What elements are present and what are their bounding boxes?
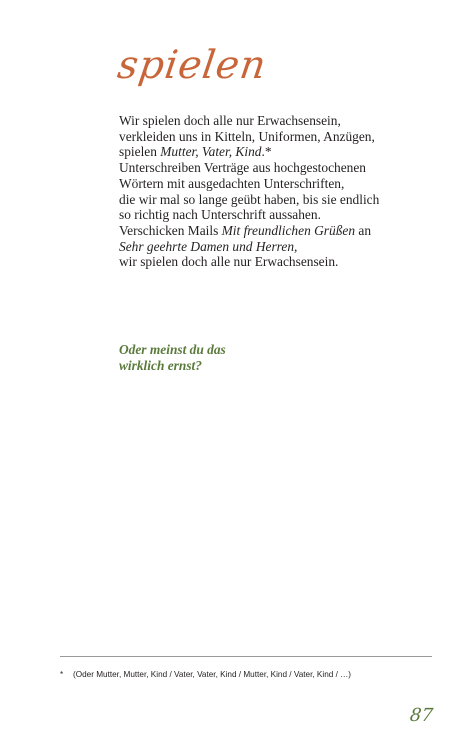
poem-line-text: Verschicken Mails	[119, 222, 222, 238]
poem-line-text: .*	[261, 144, 272, 160]
poem-line-emphasis: Mit freundlichen Grüßen	[221, 222, 356, 238]
footnote-divider	[60, 656, 432, 657]
poem-body	[119, 113, 419, 270]
page-number: 87	[408, 705, 435, 726]
poem-line-text: spielen	[119, 144, 161, 160]
poem-line-emphasis: Mutter, Vater, Kind	[160, 144, 262, 160]
poem-line-text: an	[355, 222, 372, 238]
footnote-text: (Oder Mutter, Mutter, Kind / Vater, Vater, Kind / Mutter, Kind / Vater, Kind / …)	[73, 670, 352, 679]
poem-line: Unterschreiben Verträge aus hochgestochenen	[119, 160, 367, 176]
poem-line	[119, 239, 419, 255]
poem-line: Wörtern mit ausgedachten Unterschriften,	[119, 175, 345, 191]
poem-line	[119, 144, 419, 160]
poem-title: spielen	[114, 43, 270, 88]
question-line: wirklich ernst?	[119, 357, 202, 373]
footnote	[60, 670, 351, 680]
poem-line: so richtig nach Unterschrift aussahen.	[119, 207, 321, 223]
poem-line: wir spielen doch alle nur Erwachsensein.	[119, 254, 339, 270]
footnote-marker: *	[60, 670, 64, 679]
question-line: Oder meinst du das	[119, 342, 226, 357]
poem-line: Wir spielen doch alle nur Erwachsensein,	[119, 113, 341, 128]
poem-line: verkleiden uns in Kitteln, Uniformen, Anzügen,	[119, 128, 375, 144]
poem-line: die wir mal so lange geübt haben, bis sie endlich	[119, 191, 380, 207]
poem-line-emphasis: Sehr geehrte Damen und Herren,	[119, 238, 298, 254]
poem-line	[119, 223, 419, 239]
closing-question	[119, 342, 226, 373]
